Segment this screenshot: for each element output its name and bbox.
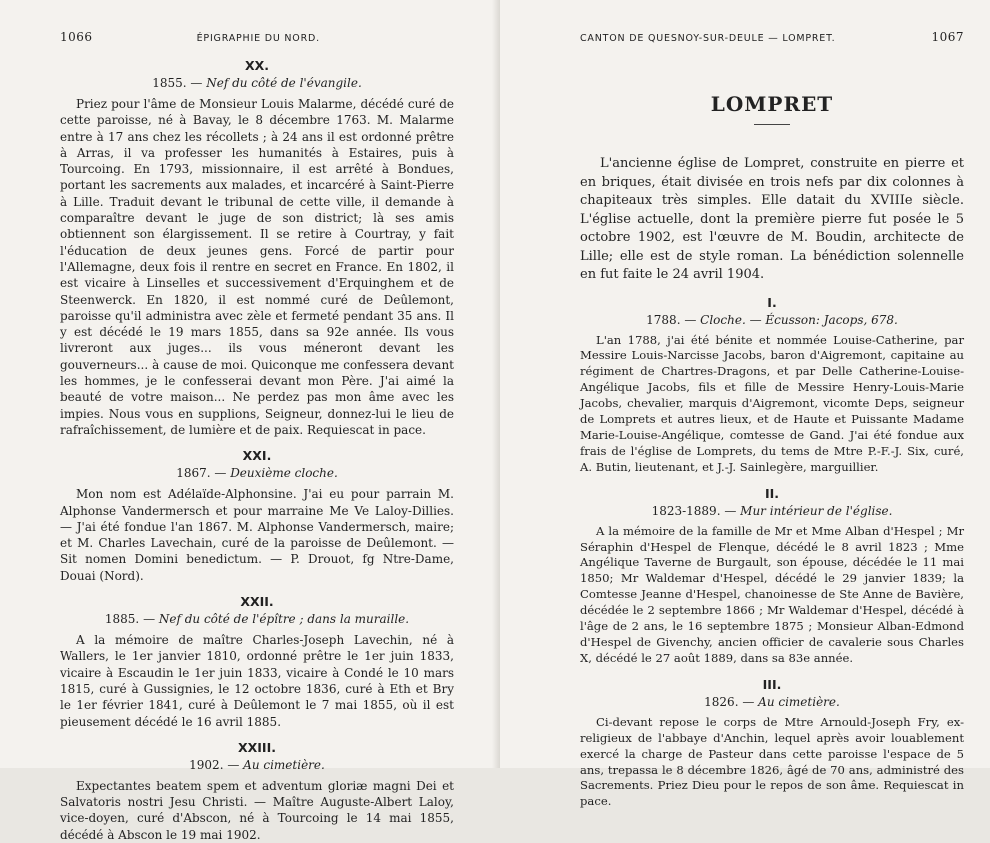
chapter-title: LOMPRET: [710, 92, 834, 116]
left-running-title: ÉPIGRAPHIE DU NORD.: [196, 33, 320, 44]
left-running-head: [60, 30, 454, 48]
right-running-head: [580, 30, 964, 48]
heading-year: 1855.: [152, 76, 187, 90]
intro-paragraph: L'ancienne église de Lompret, construite en pierre et en briques, était divisée en trois nefs par dix colonnes à chapiteaux très simples. Elle datait du XVIIIe siècle. L'église actuelle, dont la première pierre fut posée le 5 octobre 1902, est l'œuvre de M. Boudin, architecte de Lille; elle est de style roman. La bénédiction solennelle en fut faite le 24 avril 1904.: [580, 156, 964, 282]
right-running-title: CANTON DE QUESNOY-SUR-DEULE — LOMPRET.: [580, 33, 836, 44]
heading-text: — Cloche. — Écusson: Jacops, 678.: [684, 312, 898, 327]
section-body: Mon nom est Adélaïde-Alphonsine. J'ai eu pour parrain M. Alphonse Vandermersch et pour marraine Me Ve Laloy-Dillies. — J'ai été fondue l'an 1867. M. Alphonse Vandermersch, maire; et M. Charles Lavechain, curé de la paroisse de Deûlemont. — Sit nomen Domini benedictum. — P. Drouot, fg Ntre-Dame, Douai (Nord).: [60, 487, 454, 583]
section-heading: [580, 313, 964, 327]
section-body: Expectantes beatem spem et adventum gloriæ magni Dei et Salvatoris nostri Jesu Christi. — Maître Auguste-Albert Laloy, vice-doyen, curé d'Abscon, né à Tourcoing le 14 mai 1855, décédé à Abscon le 19 mai 1902.: [60, 778, 454, 842]
heading-text: — Nef du côté de l'évangile.: [190, 76, 362, 90]
heading-year: 1823-1889.: [651, 503, 721, 518]
inscription-section: [60, 448, 454, 584]
section-number: III.: [762, 676, 782, 692]
section-number: XXIII.: [238, 739, 276, 755]
heading-year: 1826.: [704, 694, 739, 709]
inscription-section: [60, 740, 454, 843]
title-rule: [754, 124, 790, 125]
heading-text: — Deuxième cloche.: [214, 466, 338, 481]
heading-text: — Au cimetière.: [227, 757, 325, 772]
section-heading: [60, 76, 454, 90]
heading-text: — Mur intérieur de l'église.: [724, 503, 893, 518]
section-body: L'an 1788, j'ai été bénite et nommée Louise-Catherine, par Messire Louis-Narcisse Jacobs, baron d'Aigremont, capitaine au régiment de Chartres-Dragons, et par Delle Catherine-Louise-Angélique Jacobs, fils et fille de Messire Henry-Louis-Marie Jacobs, chevalier, marquis d'Aigremont, vicomte Deps, seigneur de Lomprets et autres lieux, et de Haute et Puissante Madame Marie-Louise-Angélique, comtesse de Gand. J'ai été fondue aux frais de l'église de Lomprets, du tems de Mtre P.-F.-J. Six, curé, A. Butin, lieutenant, et J.-J. Sainlegère, marguillier.: [580, 332, 964, 474]
left-page-number: 1066: [60, 30, 93, 44]
section-number: XXII.: [240, 594, 274, 610]
heading-text: — Au cimetière.: [742, 694, 840, 709]
inscription-section: [580, 295, 964, 476]
section-body: Ci-devant repose le corps de Mtre Arnould-Joseph Fry, ex-religieux de l'abbaye d'Anchin, lequel après avoir louablement exercé la charge de Pasteur dans cette paroisse l'espace de 5 ans, trepassa le 8 décembre 1826, âgé de 70 ans, administré des Sacrements. Priez Dieu pour le repos de son âme. Requiescat in pace.: [580, 714, 964, 809]
section-heading: [60, 612, 454, 626]
inscription-section: [60, 58, 454, 438]
inscription-section: [60, 594, 454, 730]
section-heading: [60, 758, 454, 772]
section-number: I.: [767, 294, 777, 310]
inscription-section: [580, 677, 964, 810]
section-number: XXI.: [242, 448, 272, 464]
section-body: A la mémoire de la famille de Mr et Mme Alban d'Hespel ; Mr Séraphin d'Hespel de Flenque, décédé le 8 avril 1823 ; Mme Angélique Taverne de Burgault, son épouse, décédée le 11 mai 1850; Mr Waldemar d'Hespel, décédé le 29 janvier 1839; la Comtesse Jeanne d'Hespel, chanoinesse de Ste Anne de Bavière, décédée le 2 septembre 1866 ; Mr Waldemar d'Hespel, décédé à l'âge de 2 ans, le 16 septembre 1875 ; Monsieur Alban-Edmond d'Hespel de Givenchy, ancien officier de cavalerie sous Charles X, décédé le 27 août 1889, dans sa 83e année.: [580, 523, 964, 665]
right-page-number: 1067: [931, 30, 964, 44]
heading-year: 1788.: [646, 312, 681, 327]
inscription-section: [580, 486, 964, 667]
section-number: II.: [764, 485, 780, 501]
section-heading: [580, 504, 964, 518]
section-body: Priez pour l'âme de Monsieur Louis Malarme, décédé curé de cette paroisse, né à Bavay, le 8 décembre 1763. M. Malarme entre à 17 ans chez les récollets ; à 24 ans il est ordonné prêtre à Arras, il va professer les humanités à Estaires, puis à Tourcoing. En 1793, missionnaire, il est arrêté à Bondues, portant les sacrements aux malades, et incarcéré à Saint-Pierre à Lille. Traduit devant le tribunal de cette ville, il demande à comparaître devant le juge de son district; là ses amis obtiennent son élargissement. Il se retire à Courtray, y fait l'éducation de deux jeunes gens. Forcé de partir pour l'Allemagne, deux fois il rentre en secret en France. En 1802, il est vicaire à Linselles et successivement d'Erquinghem et de Steenwerck. En 1820, il est nommé curé de Deûlemont, paroisse qu'il administra avec zèle et fermeté pendant 35 ans. Il y est décédé le 19 mars 1855, dans sa 92e année. Ils vous livreront aux juges... ils vous méneront devant les gouverneurs... à cause de moi. Quiconque me confessera devant les hommes, je le confesserai devant mon Père. J'ai aimé la beauté de votre maison... Ne perdez pas mon âme avec les impies. Nous vous en supplions, Seigneur, donnez-lui le lieu de rafraîchissement, de lumière et de paix. Requiescat in pace.: [60, 97, 454, 437]
section-heading: [580, 695, 964, 709]
heading-text: — Nef du côté de l'épître ; dans la muraille.: [143, 612, 410, 627]
section-heading: [60, 466, 454, 480]
heading-year: 1885.: [104, 612, 140, 627]
heading-year: 1867.: [176, 466, 211, 481]
right-page: [500, 0, 990, 809]
heading-year: 1902.: [189, 757, 224, 772]
section-number: XX.: [244, 58, 270, 73]
section-body: A la mémoire de maître Charles-Joseph Lavechin, né à Wallers, le 1er janvier 1810, ordonné prêtre le 1er juin 1833, vicaire à Escaudin le 1er juin 1833, vicaire à Condé le 10 mars 1815, curé à Gussignies, le 12 octobre 1836, curé à Eth et Bry le 1er février 1841, curé à Deûlemont le 7 mai 1855, où il est pieusement décédé le 16 avril 1885.: [60, 633, 454, 729]
